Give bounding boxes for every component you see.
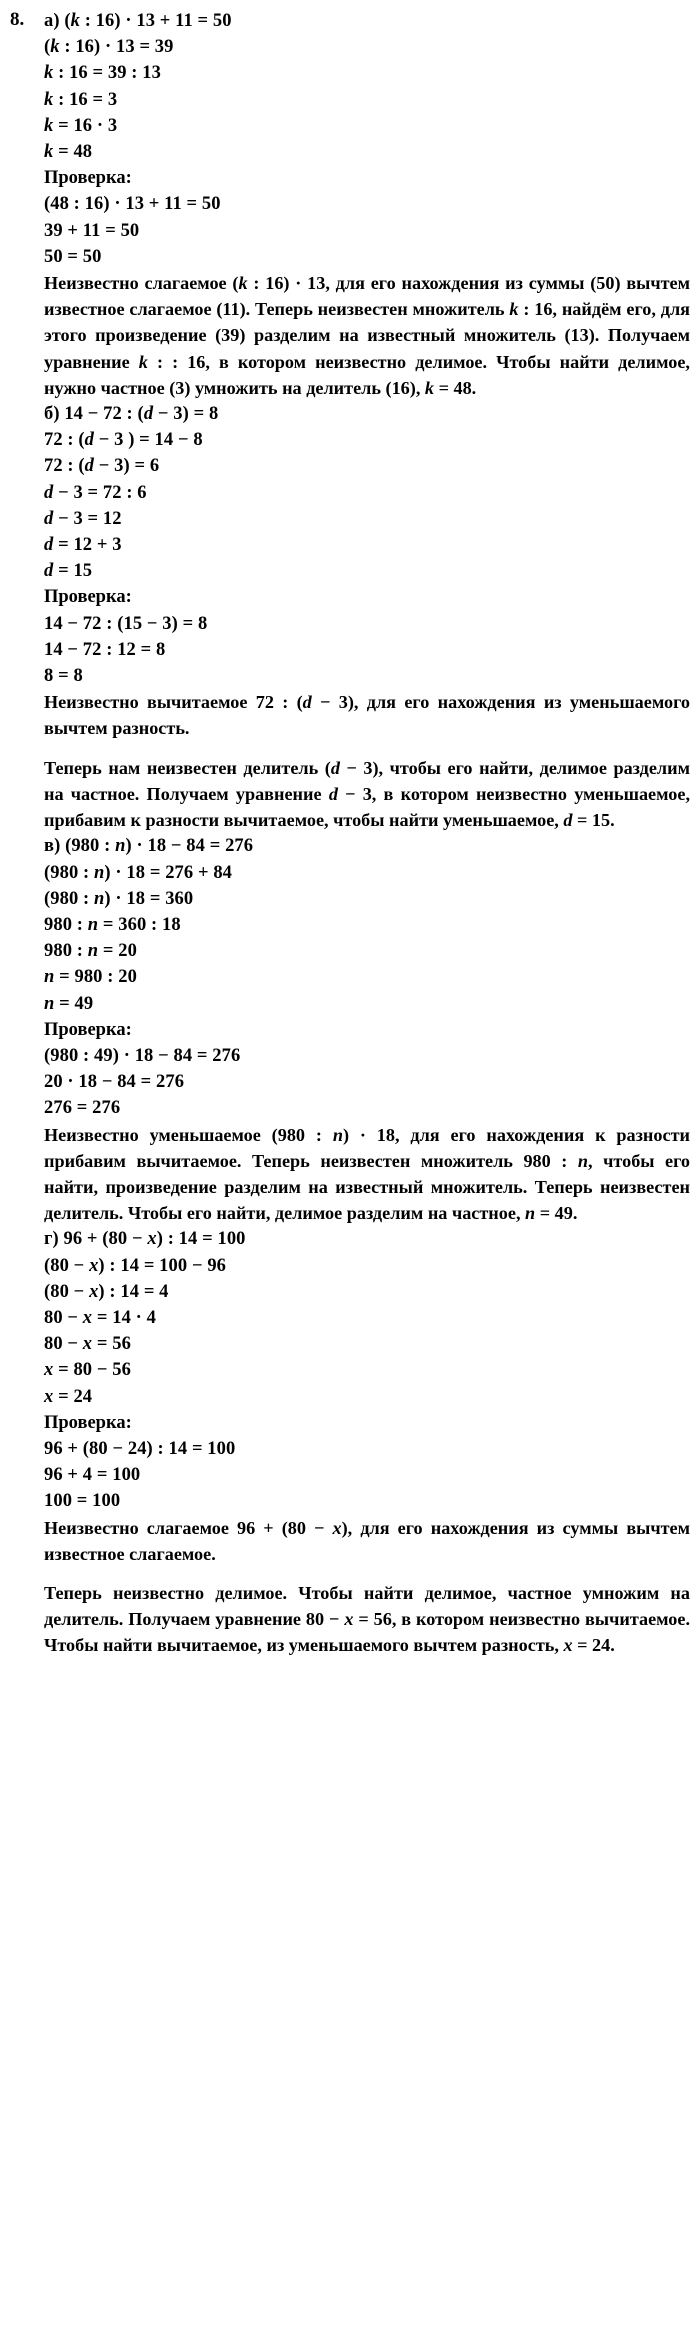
check-line: 14 − 72 : 12 = 8 [44,639,166,660]
math-variable: d [84,430,95,451]
math-variable: k [424,377,435,398]
equation-line: k = 16 · 3 [44,115,118,136]
math-variable: x [332,1517,342,1538]
check-line: (980 : 49) · 18 − 84 = 276 [44,1045,241,1066]
equation-line: (980 : n) · 18 = 276 + 84 [44,862,233,883]
math-variable: d [143,404,154,425]
math-variable: k [44,63,54,84]
explanation-paragraph: Неизвестно слагаемое 96 + (80 − x), для его нахождения из суммы вычтем известное слагаемое. [44,1517,690,1564]
task-number: 8. [10,9,25,30]
task-content [44,8,690,1659]
equation-line: n = 980 : 20 [44,967,137,988]
check-line: 50 = 50 [44,246,102,267]
equation-line: 80 − x = 56 [44,1334,131,1355]
explanation-paragraph: Теперь нам неизвестен делитель (d − 3), чтобы его найти, делимое разделим на частное. Получаем уравнение d − 3, в котором неизвестно уменьшаемое, прибавим к разности вычитаемое, чтобы найти уменьшаемое, d = 15. [44,757,690,831]
math-variable: k [238,273,248,294]
math-variable: d [44,508,54,529]
math-variable: n [332,1124,343,1145]
equation-line: d − 3 = 72 : 6 [44,482,147,503]
equation-line: d − 3 = 12 [44,508,122,529]
math-variable: n [525,1203,536,1224]
math-variable: d [44,482,54,503]
equation-line: 72 : (d − 3 ) = 14 − 8 [44,430,203,451]
math-variable: x [82,1307,93,1328]
check-line: (48 : 16) · 13 + 11 = 50 [44,194,221,215]
math-variable: n [94,862,105,883]
math-variable: n [87,914,99,935]
equation-line: d = 15 [44,561,93,582]
math-variable: k [50,37,60,58]
math-variable: n [577,1150,589,1171]
math-variable: k [44,142,54,163]
math-variable: n [87,941,99,962]
explanation-paragraph: Теперь неизвестно делимое. Чтобы найти делимое, частное умножим на делитель. Получаем уравнение 80 − x = 56, в котором неизвестно вычитаемое. Чтобы найти вычитаемое, из уменьшаемого вычтем разность, x = 24. [44,1582,690,1656]
check-line: 14 − 72 : (15 − 3) = 8 [44,613,208,634]
math-variable: x [563,1635,573,1656]
math-variable: n [94,888,105,909]
equation-line: б) 14 − 72 : (d − 3) = 8 [44,404,219,425]
equation-line: k : 16 = 3 [44,89,118,110]
check-label: Проверка: [44,587,132,608]
equation-line: 980 : n = 360 : 18 [44,914,181,935]
equation-line: x = 24 [44,1386,93,1407]
math-variable: x [44,1360,54,1381]
equation-line: 980 : n = 20 [44,941,137,962]
math-variable: x [82,1334,93,1355]
equation-line: d = 12 + 3 [44,535,122,556]
explanation-paragraph: Неизвестно уменьшаемое (980 : n) · 18, для его нахождения к разности прибавим вычитаемое. Теперь неизвестен множитель 980 : n, чтобы его найти, произведение разделим на известный множитель. Теперь неизвестен делитель. Чтобы его найти, делимое разделим на частное, n = 49. [44,1124,691,1224]
equation-line: n = 49 [44,993,94,1014]
check-label: Проверка: [44,1019,132,1040]
equation-line: а) (k : 16) · 13 + 11 = 50 [44,11,232,31]
math-variable: k [70,11,80,31]
math-variable: x [89,1281,99,1302]
equation-line: (80 − x) : 14 = 4 [44,1281,169,1302]
check-line: 39 + 11 = 50 [44,220,140,241]
part-d [44,1226,690,1658]
check-line: 20 · 18 − 84 = 276 [44,1072,185,1093]
explanation-paragraph: Неизвестно слагаемое (k : 16) · 13, для его нахождения из суммы (50) вычтем известное слагаемое (11). Теперь неизвестен множитель k : 16, найдём его, для этого произведение (39) разделим на известный множитель (13). Получаем уравнение k : : 16, в котором неизвестно делимое. Чтобы найти делимое, нужно частное (3) умножить на делитель (16), k = 48. [44,273,690,398]
math-variable: x [89,1255,99,1276]
part-a [44,8,690,401]
equation-line: k : 16 = 39 : 13 [44,63,161,84]
check-line: 96 + (80 − 24) : 14 = 100 [44,1438,236,1459]
explanation-paragraph: Неизвестно вычитаемое 72 : (d − 3), для его нахождения из уменьшаемого вычтем разность. [44,692,690,739]
math-variable: k [44,89,54,110]
equation-line: г) 96 + (80 − x) : 14 = 100 [44,1229,246,1250]
equation-line: k = 48 [44,142,93,163]
equation-line: (80 − x) : 14 = 100 − 96 [44,1255,227,1276]
equation-line: 80 − x = 14 · 4 [44,1307,157,1328]
math-variable: n [44,993,55,1014]
math-variable: d [84,456,95,477]
math-variable: x [147,1229,157,1250]
equation-line: (980 : n) · 18 = 360 [44,888,194,909]
check-line: 96 + 4 = 100 [44,1465,141,1486]
math-variable: k [509,299,519,320]
math-variable: d [44,535,54,556]
math-variable: d [330,757,340,778]
equation-line: x = 80 − 56 [44,1360,131,1381]
equation-line: 72 : (d − 3) = 6 [44,456,160,477]
math-variable: d [44,561,54,582]
equation-line: (k : 16) · 13 = 39 [44,37,174,58]
math-variable: d [563,810,573,831]
math-variable: k [44,115,54,136]
math-variable: x [44,1386,54,1407]
part-b [44,401,690,833]
check-label: Проверка: [44,168,132,189]
math-variable: x [344,1609,354,1630]
math-variable: k [138,351,148,372]
equation-line: в) (980 : n) · 18 − 84 = 276 [44,836,254,857]
part-c [44,833,690,1226]
check-label: Проверка: [44,1412,132,1433]
math-variable: d [328,783,338,804]
task-8-header [10,8,690,1659]
math-variable: d [302,692,312,713]
check-line: 276 = 276 [44,1098,121,1119]
math-variable: n [44,967,55,988]
math-variable: n [115,836,126,857]
check-line: 100 = 100 [44,1491,121,1512]
check-line: 8 = 8 [44,666,83,687]
